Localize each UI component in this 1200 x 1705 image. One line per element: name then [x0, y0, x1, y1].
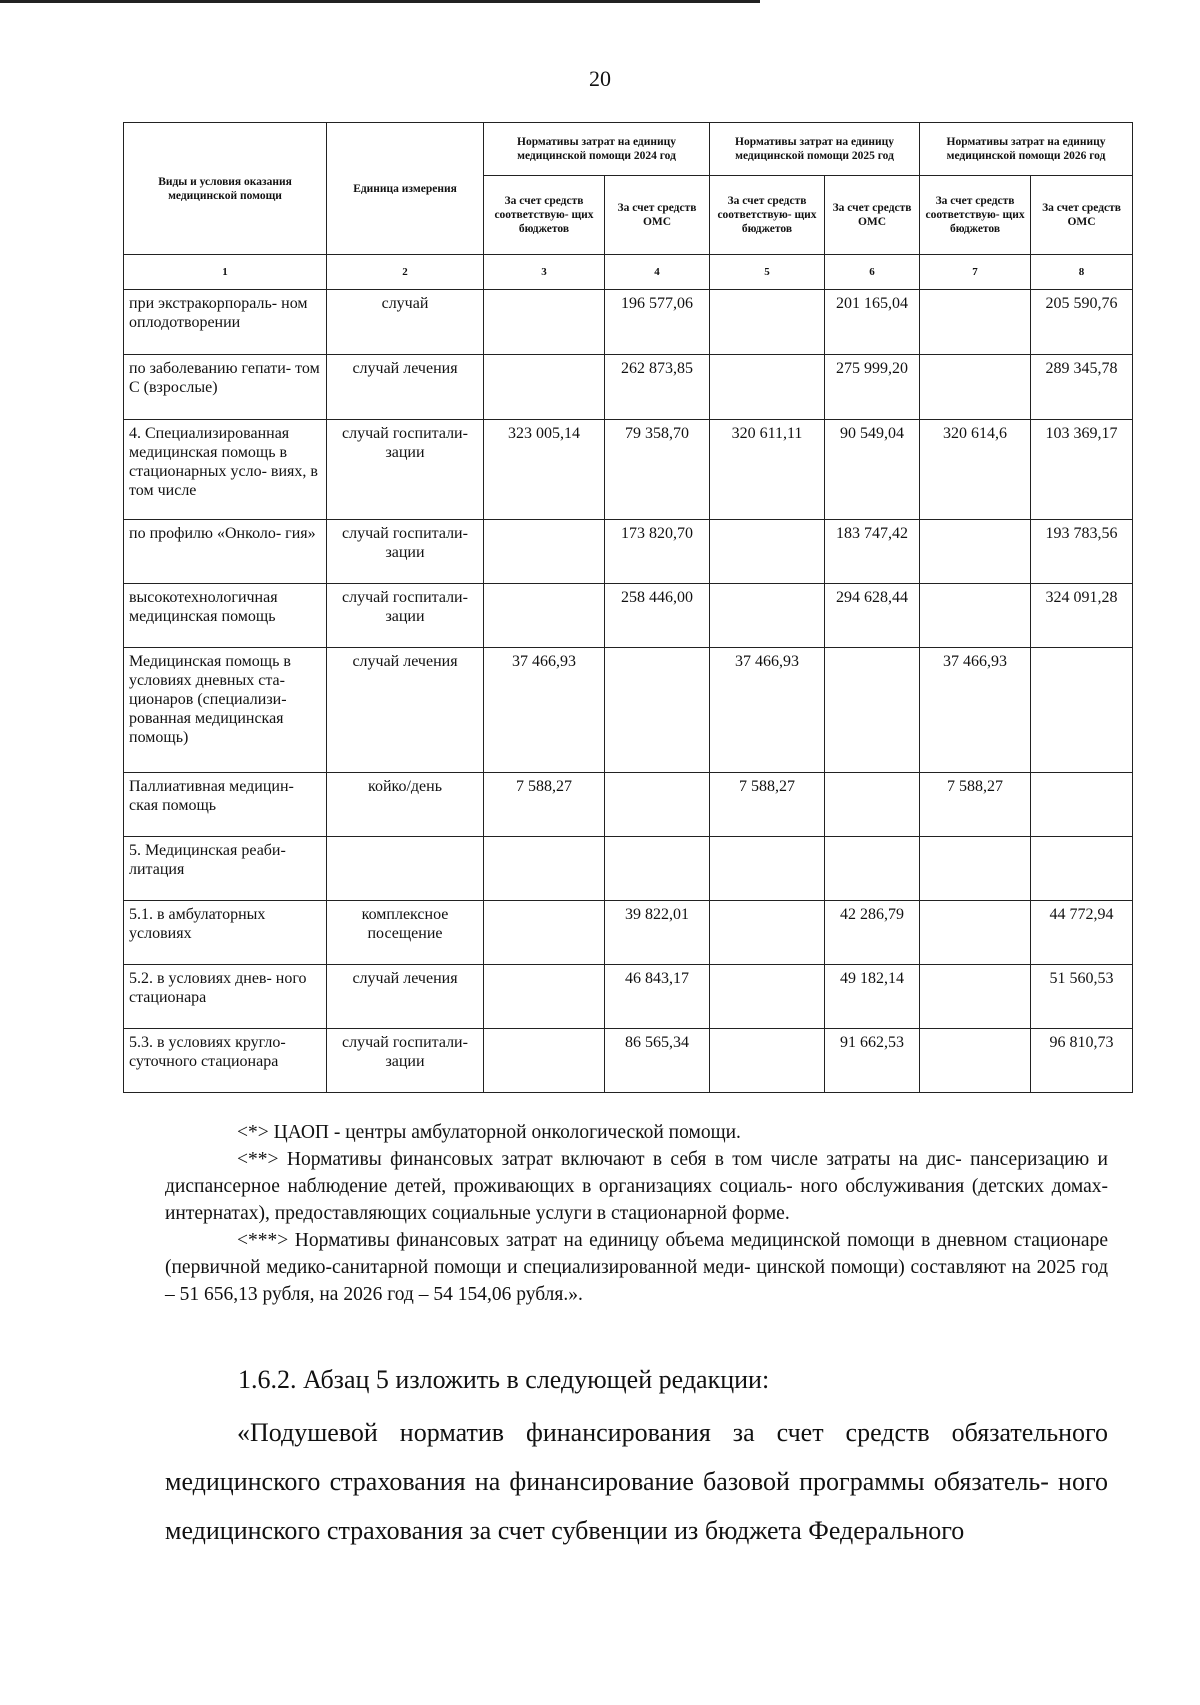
header-unit: Единица измерения — [327, 123, 484, 255]
header-oms-2025: За счет средств ОМС — [825, 176, 920, 255]
row-budget-2026 — [920, 1029, 1031, 1093]
row-oms-2024: 46 843,17 — [605, 965, 710, 1029]
row-budget-2024: 323 005,14 — [484, 420, 605, 520]
column-number: 6 — [825, 255, 920, 290]
header-oms-2024: За счет средств ОМС — [605, 176, 710, 255]
row-oms-2024: 86 565,34 — [605, 1029, 710, 1093]
row-care-type: при экстракорпораль- ном оплодотворении — [124, 290, 327, 355]
row-budget-2026: 7 588,27 — [920, 773, 1031, 837]
column-number: 2 — [327, 255, 484, 290]
row-budget-2024 — [484, 901, 605, 965]
row-oms-2026: 193 783,56 — [1031, 520, 1133, 584]
row-oms-2026: 44 772,94 — [1031, 901, 1133, 965]
row-oms-2026: 324 091,28 — [1031, 584, 1133, 648]
row-budget-2024 — [484, 837, 605, 901]
row-budget-2025: 320 611,11 — [710, 420, 825, 520]
row-oms-2025: 42 286,79 — [825, 901, 920, 965]
row-oms-2024: 39 822,01 — [605, 901, 710, 965]
row-oms-2025: 91 662,53 — [825, 1029, 920, 1093]
row-unit: случай — [327, 290, 484, 355]
table-row — [124, 520, 1133, 584]
row-budget-2024: 7 588,27 — [484, 773, 605, 837]
row-budget-2025 — [710, 290, 825, 355]
column-number: 8 — [1031, 255, 1133, 290]
table-row — [124, 901, 1133, 965]
row-unit — [327, 837, 484, 901]
header-budget-2025: За счет средств соответствую- щих бюджетов — [710, 176, 825, 255]
row-budget-2026 — [920, 290, 1031, 355]
header-group-2026: Нормативы затрат на единицу медицинской помощи 2026 год — [920, 123, 1133, 176]
row-unit: случай госпитали- зации — [327, 420, 484, 520]
column-number: 5 — [710, 255, 825, 290]
header-care-type: Виды и условия оказания медицинской помощи — [124, 123, 327, 255]
row-budget-2026 — [920, 520, 1031, 584]
footnotes — [165, 1119, 1108, 1308]
row-oms-2024: 79 358,70 — [605, 420, 710, 520]
row-unit: случай лечения — [327, 965, 484, 1029]
row-oms-2026 — [1031, 648, 1133, 773]
row-oms-2025: 201 165,04 — [825, 290, 920, 355]
row-budget-2025 — [710, 584, 825, 648]
row-oms-2025 — [825, 648, 920, 773]
row-budget-2026 — [920, 584, 1031, 648]
row-care-type: по профилю «Онколо- гия» — [124, 520, 327, 584]
row-budget-2024 — [484, 290, 605, 355]
table-row — [124, 420, 1133, 520]
table-row — [124, 355, 1133, 420]
body-text — [165, 1408, 1108, 1555]
row-oms-2024: 196 577,06 — [605, 290, 710, 355]
row-budget-2024 — [484, 584, 605, 648]
row-oms-2024: 258 446,00 — [605, 584, 710, 648]
top-rule — [0, 0, 760, 3]
row-oms-2024: 173 820,70 — [605, 520, 710, 584]
page-number: 20 — [589, 66, 611, 91]
row-budget-2025 — [710, 1029, 825, 1093]
column-numbers-row — [124, 255, 1133, 290]
row-budget-2026 — [920, 965, 1031, 1029]
row-budget-2025 — [710, 965, 825, 1029]
row-budget-2026 — [920, 901, 1031, 965]
row-budget-2024 — [484, 1029, 605, 1093]
header-oms-2026: За счет средств ОМС — [1031, 176, 1133, 255]
row-oms-2026: 96 810,73 — [1031, 1029, 1133, 1093]
row-unit: комплексное посещение — [327, 901, 484, 965]
row-care-type: 4. Специализированная медицинская помощь в стационарных усло- виях, в том числе — [124, 420, 327, 520]
table-row — [124, 773, 1133, 837]
row-unit: случай лечения — [327, 648, 484, 773]
row-budget-2026: 37 466,93 — [920, 648, 1031, 773]
row-care-type: 5.2. в условиях днев- ного стационара — [124, 965, 327, 1029]
row-oms-2025 — [825, 773, 920, 837]
row-oms-2026 — [1031, 837, 1133, 901]
row-budget-2026 — [920, 837, 1031, 901]
row-care-type: 5. Медицинская реаби- литация — [124, 837, 327, 901]
row-oms-2024: 262 873,85 — [605, 355, 710, 420]
cost-norms-table — [123, 122, 1133, 1093]
row-care-type: 5.3. в условиях кругло- суточного стационара — [124, 1029, 327, 1093]
row-oms-2026: 205 590,76 — [1031, 290, 1133, 355]
header-budget-2026: За счет средств соответствую- щих бюджетов — [920, 176, 1031, 255]
row-unit: случай госпитали- зации — [327, 520, 484, 584]
table-row — [124, 837, 1133, 901]
row-unit: случай госпитали- зации — [327, 1029, 484, 1093]
header-budget-2024: За счет средств соответствую- щих бюджетов — [484, 176, 605, 255]
row-oms-2026: 289 345,78 — [1031, 355, 1133, 420]
body-paragraph: «Подушевой норматив финансирования за счет средств обязательного медицинского страхования на финансирование базовой программы обязатель- ного медицинского страхования за счет субвенции из бюджета Федерального — [165, 1418, 1108, 1545]
row-oms-2025: 49 182,14 — [825, 965, 920, 1029]
row-unit: койко/день — [327, 773, 484, 837]
row-budget-2025: 7 588,27 — [710, 773, 825, 837]
row-unit: случай госпитали- зации — [327, 584, 484, 648]
row-oms-2025 — [825, 837, 920, 901]
footnote-1: <*> ЦАОП - центры амбулаторной онкологической помощи. — [237, 1122, 741, 1143]
row-oms-2024 — [605, 773, 710, 837]
column-number: 7 — [920, 255, 1031, 290]
row-budget-2025 — [710, 520, 825, 584]
row-unit: случай лечения — [327, 355, 484, 420]
row-budget-2024 — [484, 965, 605, 1029]
row-budget-2025 — [710, 901, 825, 965]
row-budget-2024 — [484, 520, 605, 584]
row-budget-2024: 37 466,93 — [484, 648, 605, 773]
row-oms-2025: 275 999,20 — [825, 355, 920, 420]
table-row — [124, 584, 1133, 648]
row-oms-2026: 51 560,53 — [1031, 965, 1133, 1029]
row-care-type: высокотехнологичная медицинская помощь — [124, 584, 327, 648]
header-group-2024: Нормативы затрат на единицу медицинской помощи 2024 год — [484, 123, 710, 176]
row-budget-2024 — [484, 355, 605, 420]
row-care-type: по заболеванию гепати- том С (взрослые) — [124, 355, 327, 420]
row-oms-2024 — [605, 648, 710, 773]
row-oms-2025: 90 549,04 — [825, 420, 920, 520]
row-budget-2025: 37 466,93 — [710, 648, 825, 773]
row-budget-2026: 320 614,6 — [920, 420, 1031, 520]
table-row — [124, 648, 1133, 773]
row-budget-2026 — [920, 355, 1031, 420]
table-row — [124, 1029, 1133, 1093]
row-oms-2025: 183 747,42 — [825, 520, 920, 584]
column-number: 1 — [124, 255, 327, 290]
row-budget-2025 — [710, 355, 825, 420]
row-care-type: 5.1. в амбулаторных условиях — [124, 901, 327, 965]
row-care-type: Паллиативная медицин- ская помощь — [124, 773, 327, 837]
row-care-type: Медицинская помощь в условиях дневных ста- ционаров (специализи- рованная медицинская помощь) — [124, 648, 327, 773]
table-row — [124, 290, 1133, 355]
row-oms-2024 — [605, 837, 710, 901]
row-oms-2026: 103 369,17 — [1031, 420, 1133, 520]
row-budget-2025 — [710, 837, 825, 901]
row-oms-2026 — [1031, 773, 1133, 837]
column-number: 4 — [605, 255, 710, 290]
row-oms-2025: 294 628,44 — [825, 584, 920, 648]
table-row — [124, 965, 1133, 1029]
column-number: 3 — [484, 255, 605, 290]
section-heading: 1.6.2. Абзац 5 изложить в следующей редакции: — [238, 1365, 770, 1394]
footnote-3: <***> Нормативы финансовых затрат на единицу объема медицинской помощи в дневном стационаре (первичной медико-санитарной помощи и специализированной меди- цинской помощи) составляют на 2025 год – 51 656,13 рубля, на 2026 год – 54 154,06 рубля.». — [165, 1230, 1108, 1305]
footnote-2: <**> Нормативы финансовых затрат включают в себя в том числе затраты на дис- пансеризацию и диспансерное наблюдение детей, проживающих в организациях социаль- ного обслуживания (детских домах-интернатах), предоставляющих социальные услуги в стационарной форме. — [165, 1149, 1108, 1224]
header-group-2025: Нормативы затрат на единицу медицинской помощи 2025 год — [710, 123, 920, 176]
